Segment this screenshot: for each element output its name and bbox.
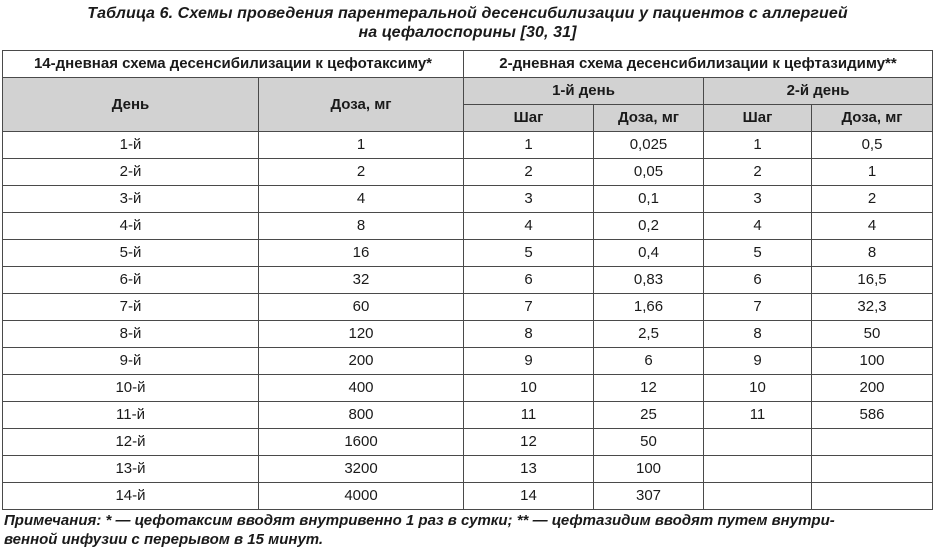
table-notes — [4, 511, 932, 549]
dose-cell: 4 — [259, 186, 464, 213]
day-cell: 1-й — [3, 132, 259, 159]
day1-step-cell: 2 — [464, 159, 594, 186]
day1-step-cell: 14 — [464, 483, 594, 510]
day1-dose-cell: 1,66 — [594, 294, 704, 321]
day1-dose-cell: 12 — [594, 375, 704, 402]
day1-step-cell: 4 — [464, 213, 594, 240]
day2-step-cell: 4 — [704, 213, 812, 240]
dose-cell: 8 — [259, 213, 464, 240]
table-row — [3, 213, 933, 240]
day2-step-cell — [704, 456, 812, 483]
day-cell: 11-й — [3, 402, 259, 429]
day1-step-cell: 13 — [464, 456, 594, 483]
day-cell: 9-й — [3, 348, 259, 375]
day2-dose-cell: 16,5 — [812, 267, 933, 294]
table-body — [3, 132, 933, 510]
day1-step-cell: 1 — [464, 132, 594, 159]
day2-step-cell: 7 — [704, 294, 812, 321]
day-cell: 3-й — [3, 186, 259, 213]
table-row — [3, 240, 933, 267]
scheme-left-header: 14-дневная схема десенсибилизации к цефотаксиму* — [3, 51, 464, 78]
day1-step-cell: 11 — [464, 402, 594, 429]
day1-dose-cell: 307 — [594, 483, 704, 510]
day-cell: 8-й — [3, 321, 259, 348]
day2-dose-cell — [812, 429, 933, 456]
day2-step-cell: 3 — [704, 186, 812, 213]
day2-step-cell: 11 — [704, 402, 812, 429]
day2-step-cell: 2 — [704, 159, 812, 186]
day2-dose-cell: 1 — [812, 159, 933, 186]
day1-step-cell: 9 — [464, 348, 594, 375]
day1-step-cell: 8 — [464, 321, 594, 348]
day-cell: 10-й — [3, 375, 259, 402]
day1-step-header: Шаг — [464, 105, 594, 132]
table-row — [3, 186, 933, 213]
day1-dose-cell: 0,4 — [594, 240, 704, 267]
day1-dose-cell: 50 — [594, 429, 704, 456]
table-row — [3, 429, 933, 456]
day2-dose-cell: 586 — [812, 402, 933, 429]
day1-step-cell: 7 — [464, 294, 594, 321]
dose-cell: 120 — [259, 321, 464, 348]
day-cell: 14-й — [3, 483, 259, 510]
scheme-right-header: 2-дневная схема десенсибилизации к цефтазидиму** — [464, 51, 933, 78]
day2-dose-cell: 0,5 — [812, 132, 933, 159]
day2-step-cell: 6 — [704, 267, 812, 294]
day1-dose-cell: 6 — [594, 348, 704, 375]
table-row — [3, 402, 933, 429]
day1-step-cell: 10 — [464, 375, 594, 402]
day-cell: 7-й — [3, 294, 259, 321]
day1-dose-cell: 0,05 — [594, 159, 704, 186]
day1-dose-cell: 0,025 — [594, 132, 704, 159]
desensitization-table — [2, 50, 933, 510]
dose-cell: 1600 — [259, 429, 464, 456]
table-row — [3, 321, 933, 348]
day-cell: 2-й — [3, 159, 259, 186]
dose-cell: 400 — [259, 375, 464, 402]
day2-dose-cell — [812, 456, 933, 483]
day2-step-cell: 8 — [704, 321, 812, 348]
day2-dose-cell: 200 — [812, 375, 933, 402]
dose-cell: 200 — [259, 348, 464, 375]
day2-header: 2-й день — [704, 78, 933, 105]
day-cell: 6-й — [3, 267, 259, 294]
day1-dose-cell: 25 — [594, 402, 704, 429]
day1-step-cell: 5 — [464, 240, 594, 267]
day2-dose-cell: 4 — [812, 213, 933, 240]
table-row — [3, 159, 933, 186]
day1-step-cell: 6 — [464, 267, 594, 294]
day1-dose-cell: 0,1 — [594, 186, 704, 213]
dose-cell: 2 — [259, 159, 464, 186]
dose-cell: 60 — [259, 294, 464, 321]
day2-dose-cell: 100 — [812, 348, 933, 375]
day1-step-cell: 12 — [464, 429, 594, 456]
day2-dose-cell: 32,3 — [812, 294, 933, 321]
day1-dose-header: Доза, мг — [594, 105, 704, 132]
table-row — [3, 456, 933, 483]
day1-dose-cell: 2,5 — [594, 321, 704, 348]
table-row — [3, 267, 933, 294]
day2-dose-cell: 2 — [812, 186, 933, 213]
caption-line-1: Таблица 6. Схемы проведения парентеральной десенсибилизации у пациентов с аллергией — [87, 5, 848, 22]
day1-header: 1-й день — [464, 78, 704, 105]
day-cell: 4-й — [3, 213, 259, 240]
table-row — [3, 132, 933, 159]
scheme-header-row — [3, 51, 933, 78]
day2-step-cell — [704, 429, 812, 456]
table-row — [3, 348, 933, 375]
day-cell: 12-й — [3, 429, 259, 456]
day2-dose-cell: 50 — [812, 321, 933, 348]
dose-cell: 16 — [259, 240, 464, 267]
day2-dose-cell: 8 — [812, 240, 933, 267]
subheader-row-1 — [3, 78, 933, 105]
table-row — [3, 375, 933, 402]
dose-cell: 1 — [259, 132, 464, 159]
day1-dose-cell: 100 — [594, 456, 704, 483]
col-day-header: День — [3, 78, 259, 132]
dose-cell: 800 — [259, 402, 464, 429]
table-caption — [0, 4, 935, 42]
day2-step-cell: 5 — [704, 240, 812, 267]
col-dose-header: Доза, мг — [259, 78, 464, 132]
dose-cell: 4000 — [259, 483, 464, 510]
day1-step-cell: 3 — [464, 186, 594, 213]
day2-step-cell — [704, 483, 812, 510]
dose-cell: 32 — [259, 267, 464, 294]
caption-line-2: на цефалоспорины [30, 31] — [358, 24, 577, 41]
day2-step-header: Шаг — [704, 105, 812, 132]
table-row — [3, 483, 933, 510]
day2-dose-header: Доза, мг — [812, 105, 933, 132]
notes-line-2: венной инфузии с перерывом в 15 минут. — [4, 531, 324, 548]
day-cell: 5-й — [3, 240, 259, 267]
day1-dose-cell: 0,2 — [594, 213, 704, 240]
dose-cell: 3200 — [259, 456, 464, 483]
day2-dose-cell — [812, 483, 933, 510]
day2-step-cell: 9 — [704, 348, 812, 375]
day-cell: 13-й — [3, 456, 259, 483]
notes-line-1: Примечания: * — цефотаксим вводят внутривенно 1 раз в сутки; ** — цефтазидим вводят путем внутри- — [4, 512, 835, 529]
table-row — [3, 294, 933, 321]
day1-dose-cell: 0,83 — [594, 267, 704, 294]
day2-step-cell: 10 — [704, 375, 812, 402]
day2-step-cell: 1 — [704, 132, 812, 159]
